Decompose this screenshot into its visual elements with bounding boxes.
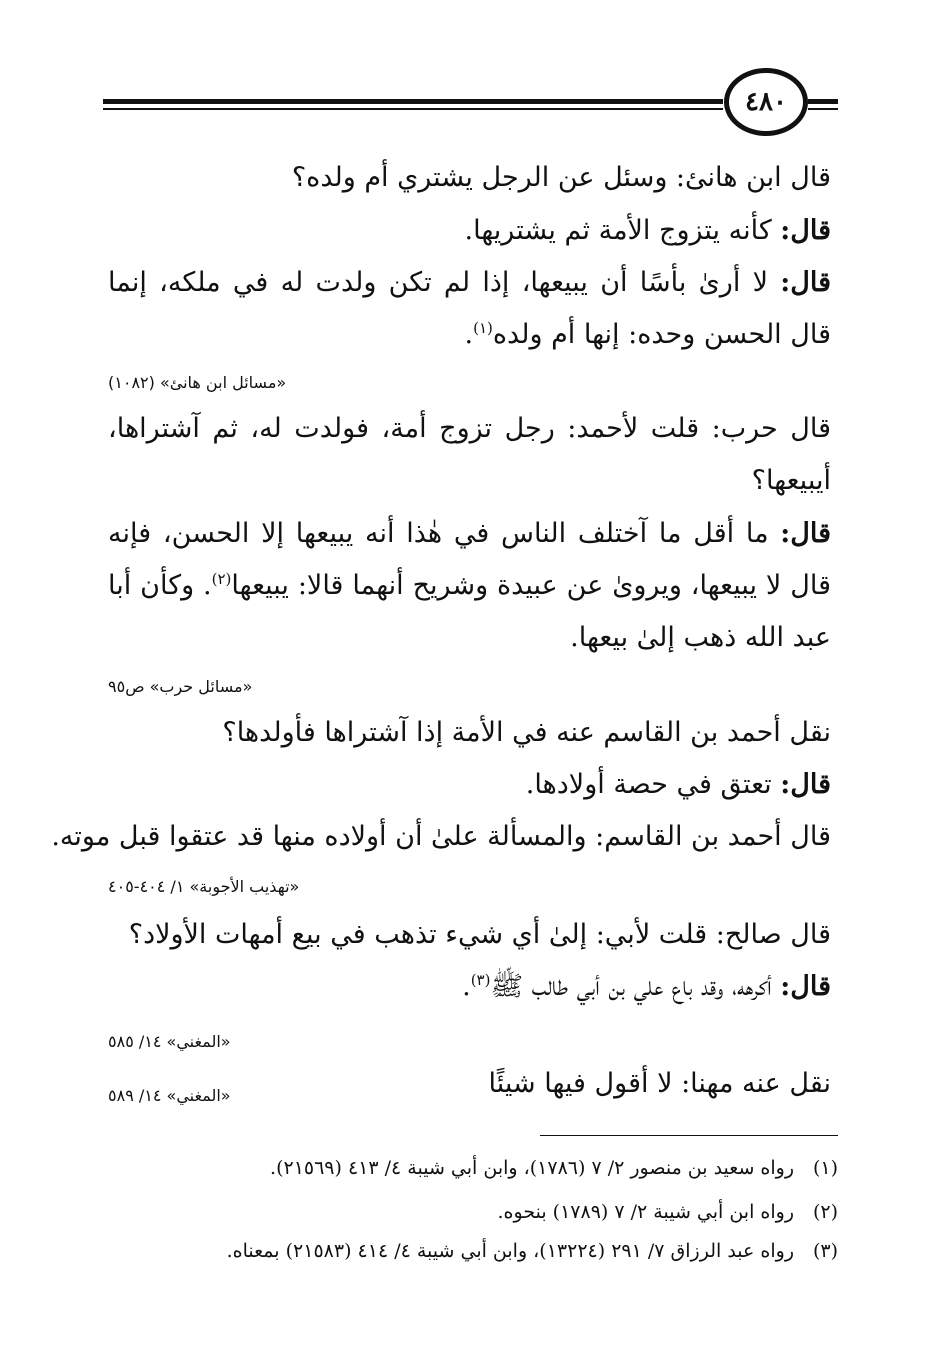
answer-text: ما أقل ما آختلف الناس في هٰذا أنه يبيعها إلا الحسن، فإنه قال لا يبيعها، ويروىٰ عن عبيدة وشريح أنهما قالا: يبيعها: [108, 518, 832, 601]
paragraph-ibn-hani-question: قال ابن هانئ: وسئل عن الرجل يشتري أم ولده؟: [291, 162, 831, 193]
sentence-end: .: [462, 971, 471, 1002]
paragraph-answer-2: [108, 257, 831, 361]
paragraph-harb-question: قال حرب: قلت لأحمد: رجل تزوج أمة، فولدت له، ثم آشتراها، أيبيعها؟: [108, 413, 831, 496]
answer-text: تعتق في حصة أولادها.: [525, 769, 781, 800]
paragraph-ibn-qasim-question: نقل أحمد بن القاسم عنه في الأمة إذا آشتراها فأولدها؟: [222, 717, 831, 748]
page-number: ٤٨٠: [724, 68, 808, 136]
answer-label: قال:: [780, 215, 831, 246]
source-citation: «مسائل ابن هانئ» (١٠٨٢): [108, 373, 287, 392]
paragraph-answer-3: [108, 508, 831, 664]
answer-label: قال:: [780, 267, 831, 298]
footnote-3: [108, 1233, 838, 1269]
sentence-end: . وكأن أبا عبد الله ذهب إلىٰ بيعها.: [108, 570, 831, 653]
paragraph-answer-1: [465, 205, 831, 257]
paragraph-muhanna: نقل عنه مهنا: لا أقول فيها شيئًا: [488, 1068, 831, 1099]
header-rule-thin: [103, 108, 723, 110]
header-rule-right-thin: [808, 108, 838, 110]
answer-label: قال:: [780, 769, 831, 800]
source-citation: «تهذيب الأجوبة» ١/ ٤٠٤-٤٠٥: [108, 877, 300, 896]
footnote-text: رواه عبد الرزاق ٧/ ٢٩١ (١٣٢٢٤)، وابن أبي شيبة ٤/ ٤١٤ (٢١٥٨٣) بمعناه.: [226, 1240, 794, 1262]
answer-label: قال:: [780, 518, 831, 549]
footnote-ref[interactable]: (٢): [211, 570, 232, 588]
footnote-1: [108, 1150, 838, 1186]
answer-text: لا أرىٰ بأسًا أن يبيعها، إذا لم تكن ولدت له في ملكه، إنما قال الحسن وحده: إنها أم ولده: [108, 267, 831, 350]
footnote-ref[interactable]: (٣): [470, 971, 491, 989]
header-rule-right: [808, 99, 838, 104]
footnote-number: (٢): [812, 1201, 838, 1223]
source-citation: «المغني» ١٤/ ٥٨٥: [108, 1032, 231, 1051]
header-rule: [103, 99, 723, 104]
footnote-text: رواه ابن أبي شيبة ٢/ ٧ (١٧٨٩) بنحوه.: [497, 1201, 794, 1223]
footnote-text: رواه سعيد بن منصور ٢/ ٧ (١٧٨٦)، وابن أبي شيبة ٤/ ٤١٣ (٢١٥٦٩).: [270, 1157, 794, 1179]
footnote-ref[interactable]: (١): [473, 319, 493, 337]
source-citation: «مسائل حرب» ص٩٥: [108, 677, 253, 696]
paragraph-ibn-qasim-note: قال أحمد بن القاسم: والمسألة علىٰ أن أولاده منها قد عتقوا قبل موته.: [51, 821, 831, 852]
paragraph-answer-4: [526, 759, 831, 811]
footnote-2: [108, 1194, 838, 1230]
footnote-rule: [540, 1135, 838, 1136]
sentence-end: .: [464, 319, 474, 350]
source-citation: «المغني» ١٤/ ٥٨٩: [108, 1086, 231, 1105]
answer-text: أكرهه، وقد باع علي بن أبي طالب ﷺ: [490, 971, 781, 1002]
footnote-number: (١): [812, 1157, 838, 1179]
answer-label: قال:: [780, 971, 831, 1002]
footnote-number: (٣): [812, 1240, 838, 1262]
paragraph-salih-question: قال صالح: قلت لأبي: إلىٰ أي شيء تذهب في بيع أمهات الأولاد؟: [128, 919, 831, 950]
paragraph-answer-5: [462, 961, 831, 1013]
answer-text: كأنه يتزوج الأمة ثم يشتريها.: [464, 215, 781, 246]
